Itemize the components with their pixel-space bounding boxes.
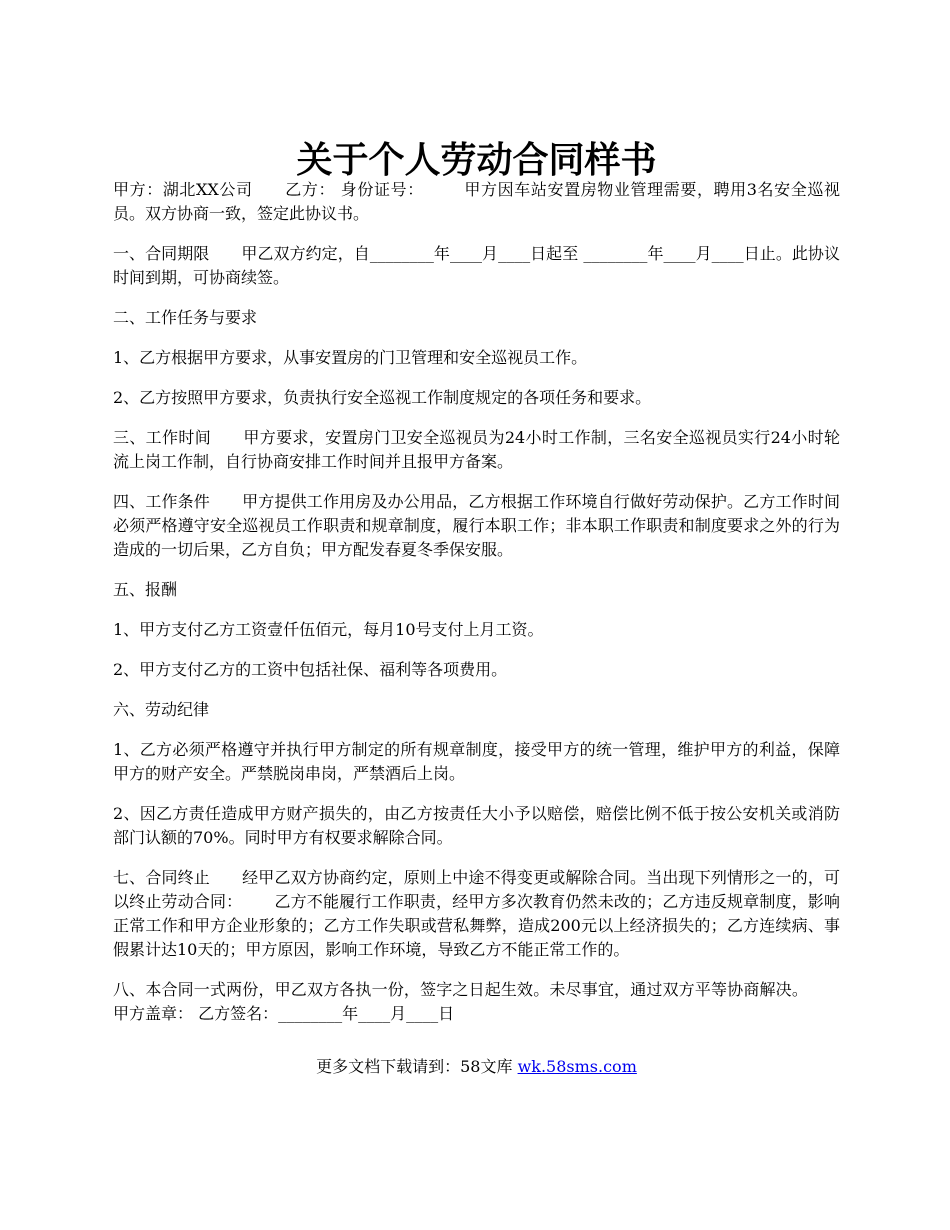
section-7-text-a: 经甲乙双方协商约定，原则上中途不得变更或解除合同。当出现下列情形之一的，可以终止劳动合同： [113,868,840,911]
section-1-heading: 一、合同期限 [113,244,210,263]
section-7-paragraph [113,866,840,962]
section-7-text-b: 乙方不能履行工作职责，经甲方多次教育仍然未改的；乙方违反规章制度，影响正常工作和甲方企业形象的；乙方工作失职或营私舞弊，造成200元以上经济损失的；乙方连续病、事假累计达10天的；甲方原因，影响工作环境，导致乙方不能正常工作的。 [113,892,840,959]
section-1-text: 甲乙双方约定，自________年____月____日起至 ________年____月____日止。此协议时间到期，可协商续签。 [113,244,840,287]
section-5-item-1: 1、甲方支付乙方工资壹仟伍佰元，每月10号支付上月工资。 [113,620,544,639]
section-5-heading: 五、报酬 [113,580,178,599]
document-body [113,178,840,1042]
section-3-heading: 三、工作时间 [113,428,212,447]
footer [113,1055,840,1079]
section-2-item-1: 1、乙方根据甲方要求，从事安置房的门卫管理和安全巡视员工作。 [113,348,588,367]
section-4-heading: 四、工作条件 [113,492,210,511]
section-3-paragraph [113,426,840,474]
signature-line: 甲方盖章： 乙方签名：________年____月____日 [113,1004,455,1023]
section-2-item-2: 2、乙方按照甲方要求，负责执行安全巡视工作制度规定的各项任务和要求。 [113,388,652,407]
section-4-text: 甲方提供工作用房及办公用品，乙方根据工作环境自行做好劳动保护。乙方工作时间必须严格遵守安全巡视员工作职责和规章制度，履行本职工作；非本职工作职责和制度要求之外的行为造成的一切后果，乙方自负；甲方配发春夏冬季保安服。 [113,492,840,559]
section-4-paragraph [113,490,840,562]
party-a-label: 甲方：湖北XX公司 [113,180,253,199]
party-b-label: 乙方： 身份证号： [284,180,424,199]
section-6-item-1: 1、乙方必须严格遵守并执行甲方制定的所有规章制度，接受甲方的统一管理，维护甲方的利益，保障甲方的财产安全。严禁脱岗串岗，严禁酒后上岗。 [113,740,840,783]
section-2-heading: 二、工作任务与要求 [113,308,258,327]
section-7-heading: 七、合同终止 [113,868,210,887]
section-1-paragraph [113,242,840,290]
section-3-text: 甲方要求，安置房门卫安全巡视员为24小时工作制，三名安全巡视员实行24小时轮流上岗工作制，自行协商安排工作时间并且报甲方备案。 [113,428,840,471]
section-8-text: 八、本合同一式两份，甲乙双方各执一份，签字之日起生效。未尽事宜，通过双方平等协商解决。 [113,980,808,999]
section-6-item-2: 2、因乙方责任造成甲方财产损失的，由乙方按责任大小予以赔偿，赔偿比例不低于按公安机关或消防部门认额的70%。同时甲方有权要求解除合同。 [113,804,840,847]
section-6-heading: 六、劳动纪律 [113,700,210,719]
parties-paragraph [113,178,840,226]
footer-prefix: 更多文档下载请到：58文库 [316,1057,518,1076]
footer-link[interactable]: wk.58sms.com [517,1057,637,1076]
intro-text: 甲方因车站安置房物业管理需要，聘用3名安全巡视员。双方协商一致，签定此协议书。 [113,180,840,223]
section-5-item-2: 2、甲方支付乙方的工资中包括社保、福利等各项费用。 [113,660,508,679]
document-title: 关于个人劳动合同样书 [296,139,657,182]
section-8-paragraph [113,978,840,1026]
